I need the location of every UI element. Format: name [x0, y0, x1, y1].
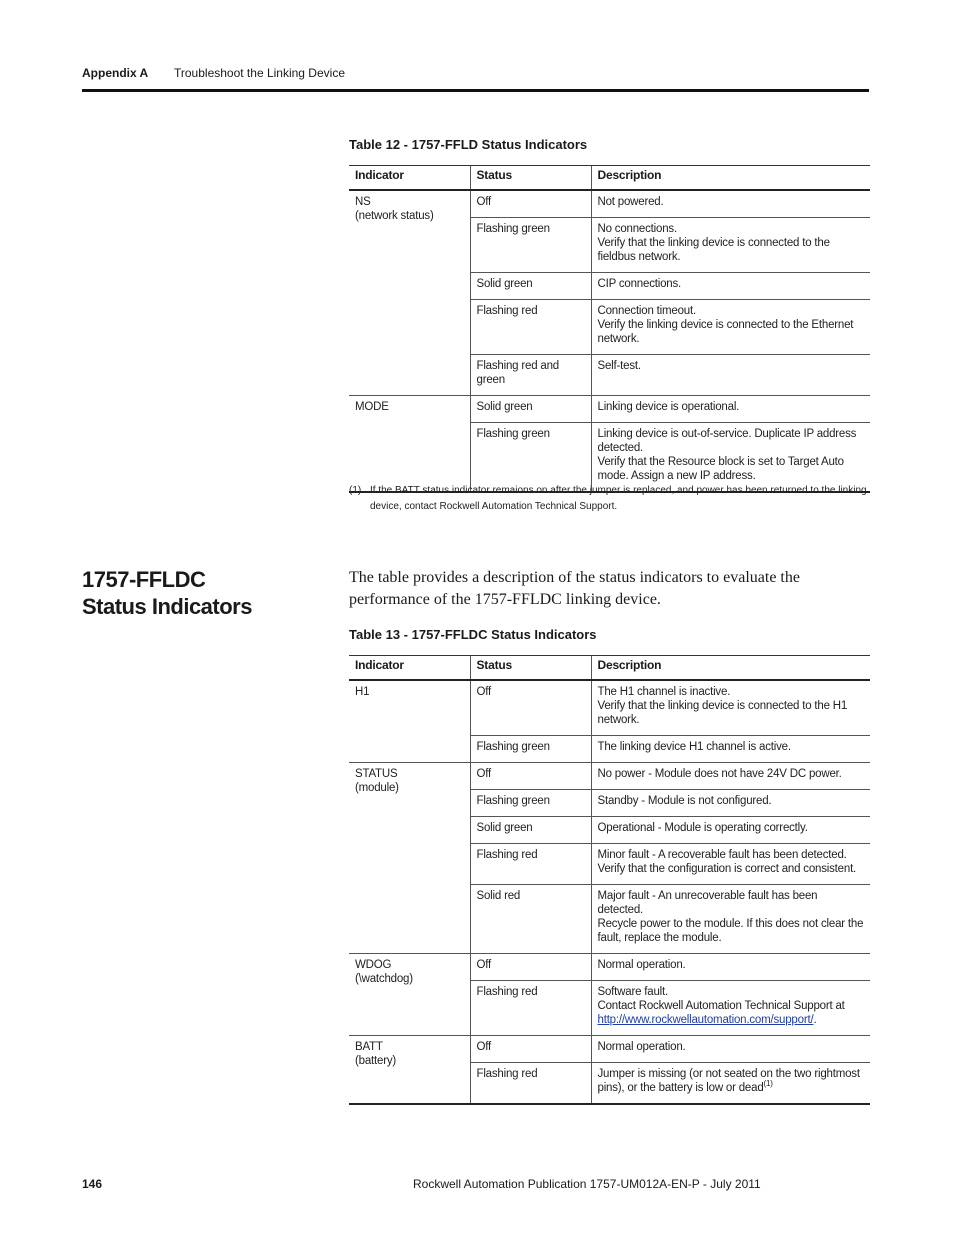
- description-text: Self-test.: [597, 360, 641, 372]
- table13-caption: Table 13 - 1757-FFLDC Status Indicators: [349, 627, 597, 642]
- status-text: Solid red: [476, 890, 521, 902]
- description-text: Major fault - An unrecoverable fault has been detected.: [597, 890, 818, 916]
- indicator-cell: [349, 190, 470, 396]
- description-cell: [591, 1036, 870, 1063]
- status-text: Off: [476, 1041, 492, 1053]
- description-cell: [591, 790, 870, 817]
- status-text: Flashing red: [476, 849, 538, 861]
- description-text: Normal operation.: [597, 1041, 686, 1053]
- status-cell: [470, 885, 591, 954]
- description-text: Verify that the linking device is connected to the fieldbus network.: [597, 237, 830, 263]
- status-text: Solid green: [476, 401, 533, 413]
- description-text: No connections.: [597, 223, 677, 235]
- footnote-number: (1): [349, 485, 362, 496]
- status-text: Flashing red: [476, 305, 538, 317]
- status-cell: [470, 954, 591, 981]
- page-number: 146: [82, 1177, 103, 1191]
- description-cell: [591, 273, 870, 300]
- table12-footnote: [349, 483, 869, 515]
- table-row: [349, 954, 870, 981]
- status-cell: [470, 817, 591, 844]
- description-cell: [591, 736, 870, 763]
- status-text: Flashing red and green: [476, 360, 559, 386]
- footnote-text: If the BATT status indicator remaions on after the jumper is replaced, and power has been returned to the linking device, contact Rockwell Automation Technical Support.: [370, 485, 867, 512]
- status-cell: [470, 1036, 591, 1063]
- status-cell: [470, 396, 591, 423]
- support-link-line: [598, 1013, 865, 1027]
- description-text: Minor fault - A recoverable fault has been detected.: [597, 849, 847, 861]
- description-text: Operational - Module is operating correctly.: [597, 822, 808, 834]
- indicator-cell: [349, 396, 470, 493]
- status-text: Off: [476, 196, 492, 208]
- description-cell: [591, 396, 870, 423]
- status-text: Flashing green: [476, 223, 550, 235]
- indicator-cell: [349, 954, 470, 1036]
- indicator-text: BATT: [355, 1041, 383, 1053]
- description-cell: [591, 355, 870, 396]
- indicator-text: (battery): [355, 1055, 397, 1067]
- support-link[interactable]: http://www.rockwellautomation.com/support/: [597, 1014, 814, 1026]
- indicator-cell: [349, 763, 470, 954]
- status-cell: [470, 300, 591, 355]
- description-cell: [591, 885, 870, 954]
- description-text: Jumper is missing (or not seated on the two rightmost pins), or the battery is low or dead: [597, 1068, 860, 1094]
- status-cell: [470, 1063, 591, 1105]
- status-cell: [470, 680, 591, 736]
- status-cell: [470, 190, 591, 218]
- description-text: Normal operation.: [597, 959, 686, 971]
- running-header: [82, 66, 345, 80]
- description-line: [598, 1067, 865, 1095]
- col-header-description: Description: [591, 656, 870, 681]
- status-cell: [470, 736, 591, 763]
- indicator-text: (\watchdog): [355, 973, 413, 985]
- description-cell: [591, 218, 870, 273]
- description-cell: [591, 981, 870, 1036]
- indicator-text: (module): [355, 782, 399, 794]
- indicator-cell: [349, 1036, 470, 1105]
- description-text: The H1 channel is inactive.: [597, 686, 731, 698]
- section-heading-line1: 1757-FFLDC: [82, 567, 206, 592]
- status-text: Off: [476, 686, 492, 698]
- status-cell: [470, 790, 591, 817]
- indicator-text: WDOG: [355, 959, 392, 971]
- status-text: Flashing green: [476, 428, 550, 440]
- status-text: Flashing green: [476, 795, 550, 807]
- indicator-cell: [349, 680, 470, 763]
- table-row: [349, 680, 870, 736]
- table12-caption: Table 12 - 1757-FFLD Status Indicators: [349, 137, 588, 152]
- status-text: Flashing red: [476, 986, 538, 998]
- description-cell: [591, 1063, 870, 1105]
- table13-status-indicators: [349, 655, 870, 1105]
- table-row: [349, 763, 870, 790]
- indicator-text: (network status): [355, 210, 434, 222]
- publication-info: Rockwell Automation Publication 1757-UM012A-EN-P - July 2011: [413, 1177, 761, 1191]
- description-cell: [591, 763, 870, 790]
- status-cell: [470, 423, 591, 493]
- section-heading-line2: Status Indicators: [82, 594, 252, 619]
- description-text: Not powered.: [597, 196, 664, 208]
- col-header-indicator: Indicator: [349, 656, 470, 681]
- description-cell: [591, 680, 870, 736]
- col-header-indicator: Indicator: [349, 166, 470, 191]
- description-cell: [591, 844, 870, 885]
- description-text: Recycle power to the module. If this does not clear the fault, replace the module.: [597, 918, 864, 944]
- col-header-status: Status: [470, 166, 591, 191]
- status-cell: [470, 844, 591, 885]
- col-header-status: Status: [470, 656, 591, 681]
- link-suffix: .: [813, 1014, 817, 1026]
- status-cell: [470, 763, 591, 790]
- table-row: [349, 396, 870, 423]
- table-row: [349, 1036, 870, 1063]
- table-row: [349, 190, 870, 218]
- description-text: No power - Module does not have 24V DC power.: [597, 768, 842, 780]
- description-text: Contact Rockwell Automation Technical Support at: [597, 1000, 845, 1012]
- description-cell: [591, 423, 870, 493]
- description-text: Software fault.: [597, 986, 669, 998]
- footnote-ref: (1): [763, 1079, 773, 1089]
- description-text: CIP connections.: [597, 278, 682, 290]
- description-text: Standby - Module is not configured.: [597, 795, 772, 807]
- indicator-text: MODE: [355, 401, 389, 413]
- description-cell: [591, 190, 870, 218]
- section-intro: The table provides a description of the status indicators to evaluate the performance of the 1757-FFLDC linking device.: [349, 569, 800, 608]
- description-cell: [591, 817, 870, 844]
- status-cell: [470, 273, 591, 300]
- description-text: Verify that the configuration is correct and consistent.: [597, 863, 857, 875]
- header-title: Troubleshoot the Linking Device: [174, 66, 345, 80]
- col-header-description: Description: [591, 166, 870, 191]
- indicator-text: NS: [355, 196, 371, 208]
- table12-status-indicators: [349, 165, 870, 493]
- description-text: Connection timeout.: [597, 305, 696, 317]
- description-cell: [591, 954, 870, 981]
- description-text: Linking device is operational.: [597, 401, 740, 413]
- indicator-text: STATUS: [355, 768, 398, 780]
- status-text: Off: [476, 768, 492, 780]
- description-text: Verify that the linking device is connected to the H1 network.: [597, 700, 848, 726]
- status-text: Flashing green: [476, 741, 550, 753]
- status-text: Off: [476, 959, 492, 971]
- description-text: Linking device is out-of-service. Duplicate IP address detected.: [597, 428, 857, 454]
- status-text: Flashing red: [476, 1068, 538, 1080]
- status-cell: [470, 981, 591, 1036]
- description-text: Verify the linking device is connected to the Ethernet network.: [597, 319, 854, 345]
- description-text: The linking device H1 channel is active.: [597, 741, 791, 753]
- appendix-label: Appendix A: [82, 66, 149, 80]
- section-heading: [82, 566, 252, 620]
- status-text: Solid green: [476, 822, 533, 834]
- header-rule: [82, 89, 869, 92]
- status-cell: [470, 355, 591, 396]
- status-cell: [470, 218, 591, 273]
- status-text: Solid green: [476, 278, 533, 290]
- description-text: Verify that the Resource block is set to Target Auto mode. Assign a new IP address.: [597, 456, 844, 482]
- indicator-text: H1: [355, 686, 370, 698]
- description-cell: [591, 300, 870, 355]
